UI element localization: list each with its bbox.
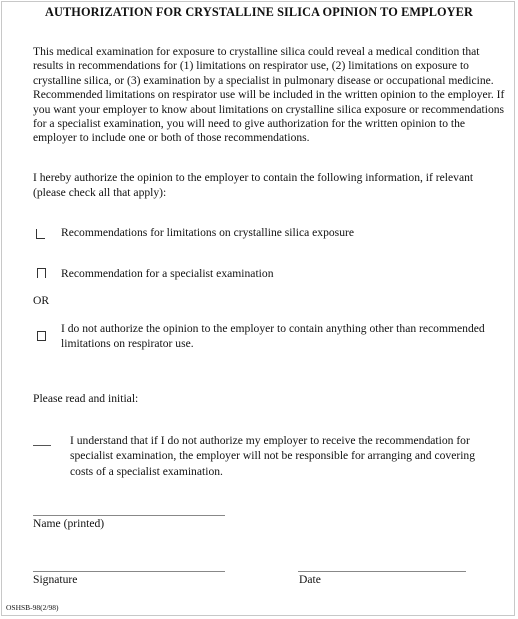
- name-label: Name (printed): [33, 517, 105, 530]
- name-field[interactable]: [33, 515, 225, 516]
- form-id: OSHSB-98(2/98): [6, 603, 59, 612]
- date-field[interactable]: [298, 571, 466, 572]
- option-do-not-authorize-label: I do not authorize the opinion to the employer to contain anything other than recommended limitations on respirator use.: [61, 322, 485, 350]
- initial-field[interactable]: [33, 445, 51, 446]
- signature-field[interactable]: [33, 571, 225, 572]
- signature-label: Signature: [33, 573, 78, 586]
- or-label: OR: [33, 294, 50, 307]
- intro-paragraph: This medical examination for exposure to crystalline silica could reveal a medical condition that results in recommendations for (1) limitations on respirator use, (2) limitations on exposure to crystalline silica, or (3) examination by a specialist in pulmonary disease or occupational medicine. Recommended limitations on respirator use will be included in the written opinion to the employer. If you want your employer to know about limitations on crystalline silica exposure or recommendations for a specialist examination, you will need to give authorization for the written opinion to the employer to include one or both of those recommendations.: [33, 45, 505, 145]
- option-limitations-exposure-label: Recommendations for limitations on crystalline silica exposure: [61, 226, 354, 239]
- checkbox-specialist-examination[interactable]: [37, 268, 46, 278]
- checkbox-limitations-exposure[interactable]: [36, 229, 45, 239]
- understand-statement: I understand that if I do not authorize my employer to receive the recommendation for specialist examination, the employer will not be responsible for arranging and covering costs of a specialist examination.: [70, 434, 476, 478]
- form-title: AUTHORIZATION FOR CRYSTALLINE SILICA OPINION TO EMPLOYER: [45, 5, 473, 19]
- read-initial-label: Please read and initial:: [33, 392, 139, 405]
- checkbox-do-not-authorize[interactable]: [37, 331, 46, 341]
- authorize-statement: I hereby authorize the opinion to the employer to contain the following information, if relevant (please check all that apply):: [33, 171, 474, 199]
- option-specialist-examination-label: Recommendation for a specialist examination: [61, 267, 274, 280]
- date-label: Date: [299, 573, 321, 586]
